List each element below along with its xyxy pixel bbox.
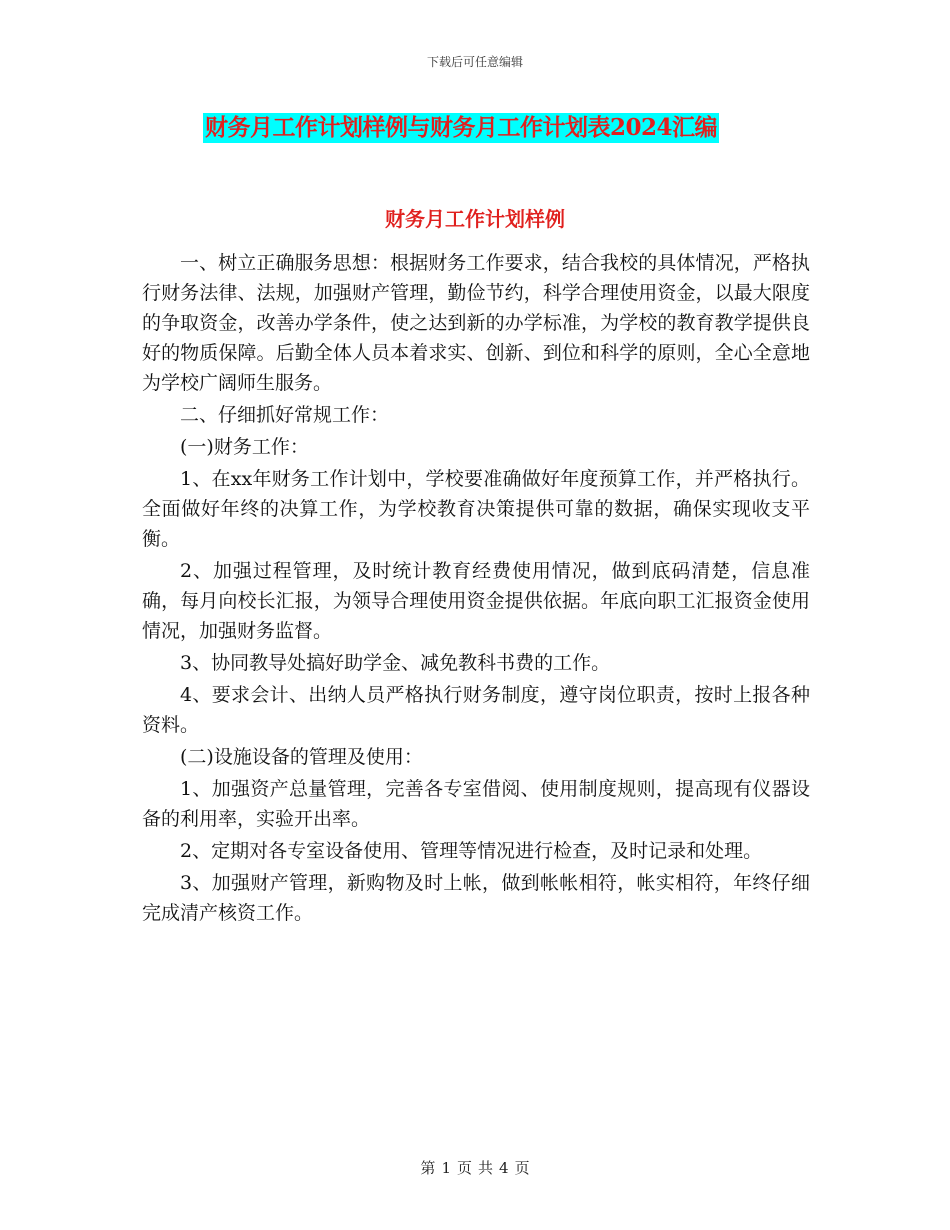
paragraph: 一、树立正确服务思想：根据财务工作要求，结合我校的具体情况，严格执行财务法律、法规，加强财产管理，勤俭节约，科学合理使用资金，以最大限度的争取资金，改善办学条件，使之达到新的办学标准，为学校的教育教学提供良好的物质保障。后勤全体人员本着求实、创新、到位和科学的原则，全心全意地为学校广阔师生服务。 — [142, 252, 810, 394]
page-current: 1 — [441, 1159, 451, 1177]
page-suffix: 页 — [514, 1159, 530, 1177]
paragraph: (二)设施设备的管理及使用： — [180, 746, 423, 768]
paragraph: (一)财务工作： — [180, 436, 309, 458]
paragraph: 3、协同教导处搞好助学金、减免教科书费的工作。 — [180, 652, 611, 674]
paragraph: 1、加强资产总量管理，完善各专室借阅、使用制度规则，提高现有仪器设备的利用率，实验开出率。 — [142, 778, 810, 830]
paragraph: 3、加强财产管理，新购物及时上帐，做到帐帐相符，帐实相符，年终仔细完成清产核资工作。 — [142, 872, 810, 924]
document-body — [142, 248, 810, 930]
page-total-prefix: 共 — [478, 1159, 494, 1177]
page-total: 4 — [499, 1159, 509, 1177]
paragraph: 二、仔细抓好常规工作： — [180, 404, 390, 426]
section-title: 财务月工作计划样例 — [385, 207, 565, 231]
paragraph: 2、加强过程管理，及时统计教育经费使用情况，做到底码清楚，信息准确，每月向校长汇报，为领导合理使用资金提供依据。年底向职工汇报资金使用情况，加强财务监督。 — [142, 560, 810, 642]
paragraph: 1、在xx年财务工作计划中，学校要准确做好年度预算工作，并严格执行。全面做好年终的决算工作，为学校教育决策提供可靠的数据，确保实现收支平衡。 — [142, 468, 810, 550]
paragraph: 4、要求会计、出纳人员严格执行财务制度，遵守岗位职责，按时上报各种资料。 — [142, 684, 810, 736]
page-prefix: 第 — [420, 1159, 436, 1177]
page-footer — [0, 1157, 950, 1178]
document-title: 财务月工作计划样例与财务月工作计划表2024汇编 — [205, 114, 718, 141]
paragraph: 2、定期对各专室设备使用、管理等情况进行检查，及时记录和处理。 — [180, 840, 763, 862]
header-note: 下载后可任意编辑 — [426, 55, 523, 69]
page-mid: 页 — [456, 1159, 472, 1177]
